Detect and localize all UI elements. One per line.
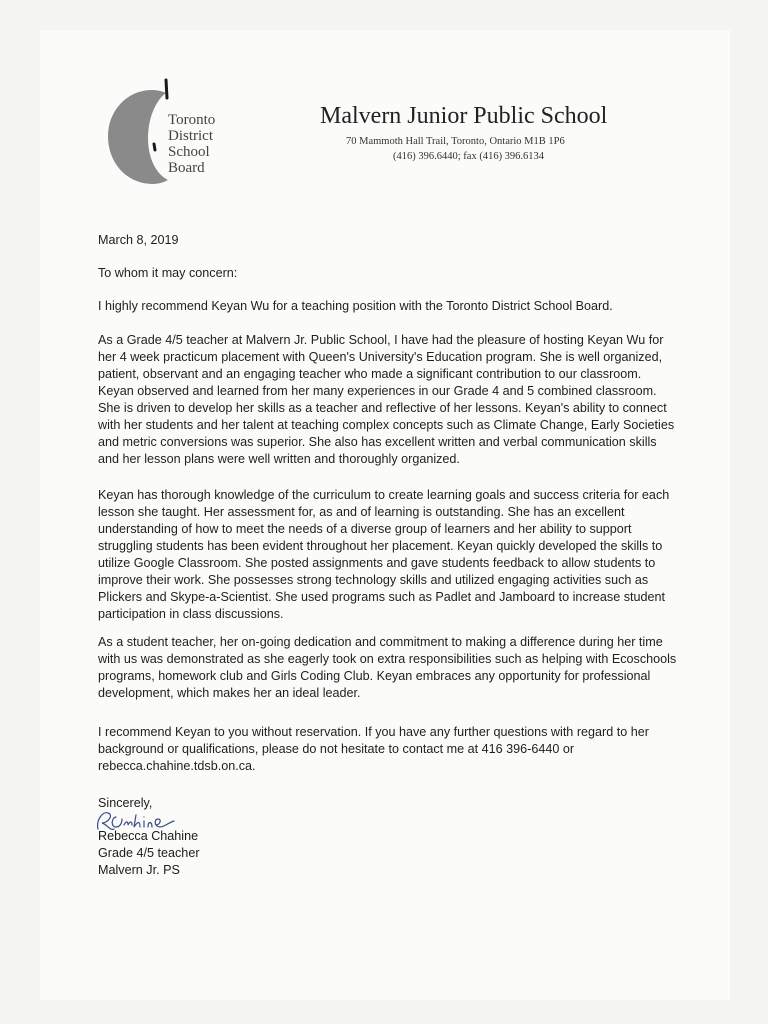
school-name: Malvern Junior Public School [320,103,608,129]
paragraph-text: As a student teacher, her on-going dedication and commitment to making a difference during her time with us was demonstrated as she eagerly took on extra responsibilities such as helping with Ecoschools programs, homework club and Girls Coding Club. Keyan embraces any opportunity for professional development, which makes her an ideal leader. [98,635,677,700]
salutation: To whom it may concern: [98,266,238,280]
signer-title: Grade 4/5 teacher [98,846,200,860]
board-line-3: School [168,144,210,160]
paragraph-text: Keyan has thorough knowledge of the curriculum to create learning goals and success criteria for each lesson she taught. Her assessment for, as and of learning is outstanding. She has an excellent understanding of how to meet the needs of a diverse group of learners and her ability to support struggling students has been evident throughout her placement. Keyan quickly developed the skills to utilize Google Classroom. She posted assignments and gave students feedback to allow students to improve their work. She possesses strong technology skills and utilized engaging activities such as Plickers and Skype-a-Scientist. She used programs such as Padlet and Jamboard to increase student participation in class discussions. [98,488,670,621]
school-address: 70 Mammoth Hall Trail, Toronto, Ontario M1B 1P6 [346,136,565,147]
paragraph-recommendation [98,298,678,315]
paragraph-dedication [98,634,678,702]
closing: Sincerely, [98,796,153,810]
board-line-2: District [168,128,213,144]
signature-block [98,828,200,879]
school-phone-fax: (416) 396.6440; fax (416) 396.6134 [393,151,545,162]
paragraph-practicum [98,332,678,468]
signer-name: Rebecca Chahine [98,829,199,843]
paragraph-text: As a Grade 4/5 teacher at Malvern Jr. Public School, I have had the pleasure of hosting Keyan Wu for her 4 week practicum placement with Queen's University's Education program. She is well organized, patient, observant and an engaging teacher who made a significant contribution to our classroom. Keyan observed and learned from her many experiences in our Grade 4 and 5 combined classroom. She is driven to develop her skills as a teacher and reflective of her lessons. Keyan's ability to connect with her students and her talent at teaching complex concepts such as Climate Change, Early Societies and metric conversions was superior. She also has excellent written and verbal communication skills and her lesson plans were well written and thoroughly organized. [98,333,675,466]
letter-date: March 8, 2019 [98,233,179,247]
paragraph-text: I recommend Keyan to you without reservation. If you have any further questions with regard to her background or qualifications, please do not hesitate to contact me at 416 396-6440 or rebecca.chahine.tdsb.on.ca. [98,725,649,773]
paragraph-text: I highly recommend Keyan Wu for a teaching position with the Toronto District School Board. [98,299,613,313]
board-name [168,112,215,176]
paragraph-contact [98,724,678,775]
board-line-1: Toronto [168,112,216,128]
board-line-4: Board [168,160,205,176]
paragraph-curriculum [98,487,678,623]
signer-school: Malvern Jr. PS [98,863,180,877]
